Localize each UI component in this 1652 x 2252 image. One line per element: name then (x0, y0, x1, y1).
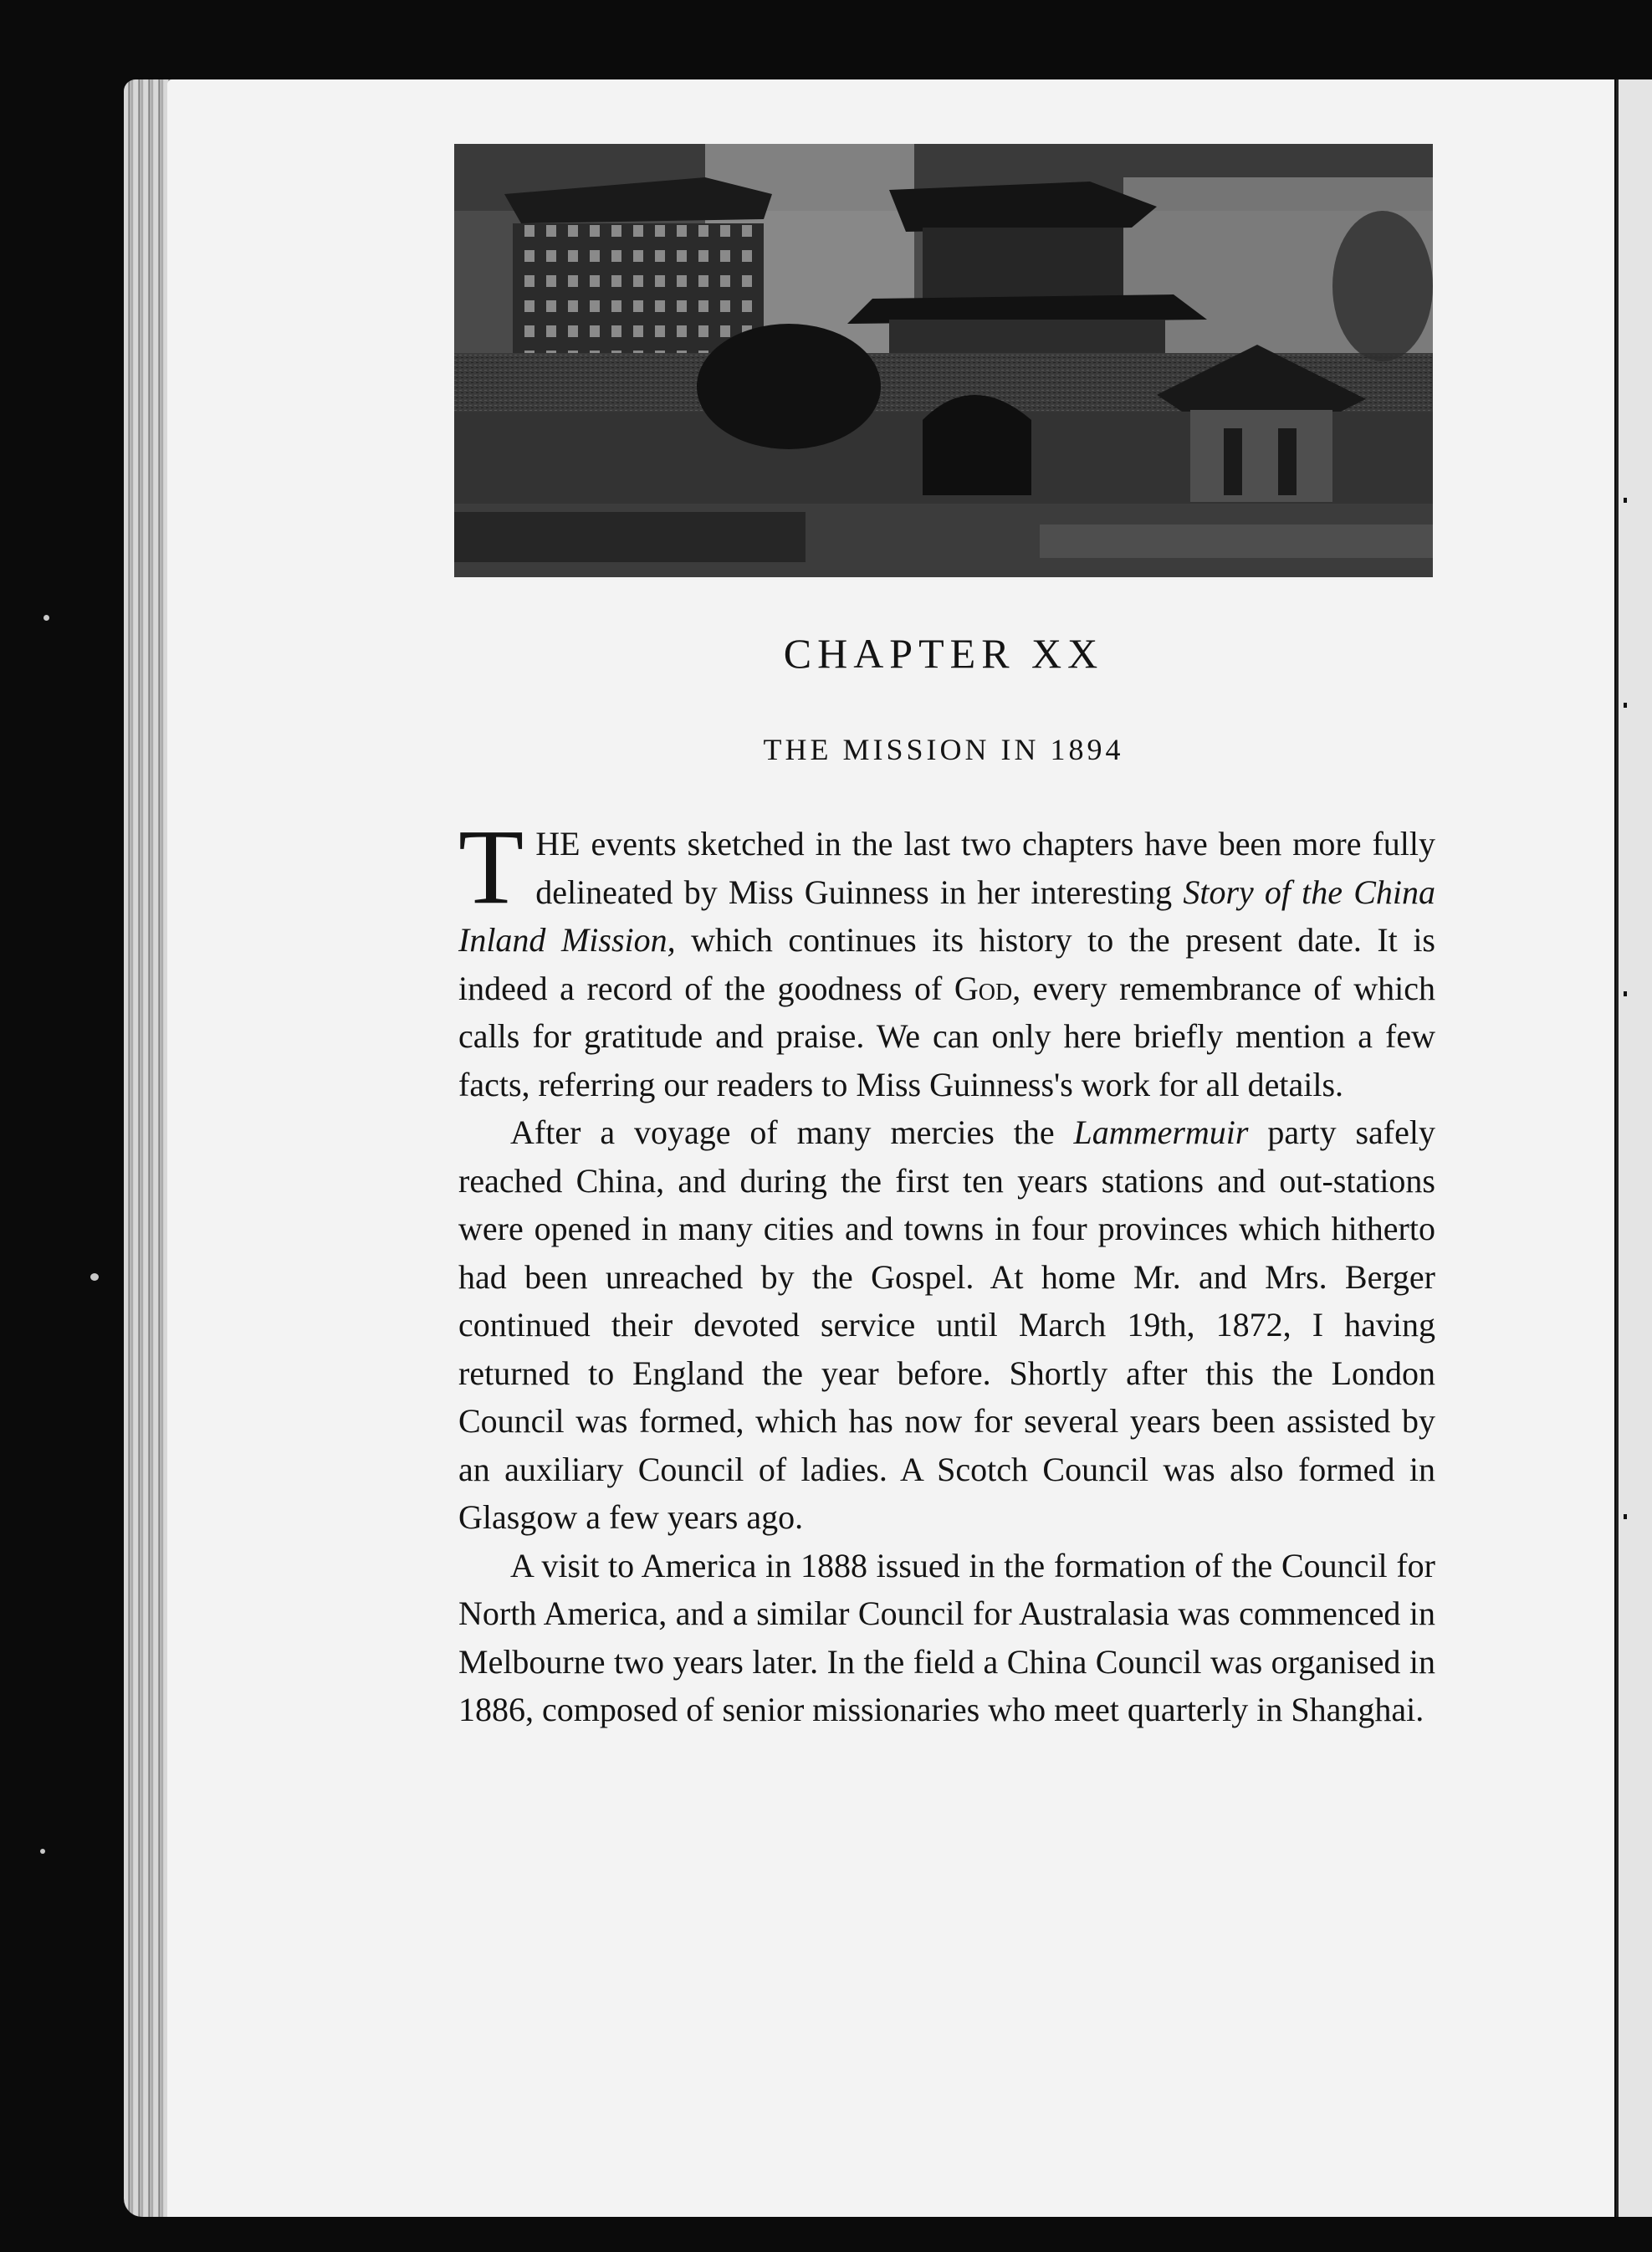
chapter-body (458, 807, 1435, 1734)
paragraph-text: events sketched in the last two chapters have been more fully delineated by Miss Guinness in her interesting (535, 825, 1435, 911)
paragraph (458, 807, 1435, 1108)
facing-page-edge (1616, 79, 1652, 2217)
engraved-gate-tower-illustration-icon (454, 144, 1433, 577)
margin-speck (43, 615, 49, 621)
margin-speck (90, 1273, 99, 1281)
chapter-subtitle: THE MISSION IN 1894 (763, 733, 1124, 766)
book-title: Story of the China Inland Mission, (458, 873, 1435, 959)
drop-cap: T (458, 807, 524, 926)
edge-tick (1624, 703, 1627, 708)
ship-name: Lammermuir (1073, 1113, 1249, 1151)
paragraph-text: which continues its history to the present date. It is indeed a record of the goodness of (458, 921, 1435, 1007)
paragraph-text: A visit to America in 1888 issued in the formation of the Council for North America, and a similar Council for Australasia was commenced in Melbourne two years later. In the field a China Council was organised in 1886, composed of senior missionaries who meet quarterly in Shanghai. (458, 1546, 1435, 1728)
edge-tick (1624, 991, 1627, 996)
paragraph (458, 1542, 1435, 1734)
paragraph (458, 1108, 1435, 1542)
paragraph-text: After a voyage of many mercies the (510, 1113, 1074, 1151)
paragraph-text: , every remembrance of which calls for gratitude and praise. We can only here briefly mention a few facts, referring our readers to Miss Guinness's work for all details. (458, 969, 1435, 1103)
small-caps-word: God (954, 969, 1013, 1007)
edge-tick (1624, 498, 1627, 503)
margin-speck (40, 1849, 45, 1854)
lead-in: HE (535, 825, 581, 862)
chapter-title: CHAPTER XX (783, 630, 1104, 677)
edge-tick (1624, 1514, 1627, 1519)
paragraph-text: party safely reached China, and during the first ten years stations and out-stations were opened in many cities and towns in four provinces which hitherto had been unreached by the Gospel. At home Mr. and Mrs. Berger continued their devoted service until March 19th, 1872, I having returned to England the year before. Shortly after this the London Council was formed, which has now for several years been assisted by an auxiliary Council of ladies. A Scotch Council was also formed in Glasgow a few years ago. (458, 1113, 1435, 1536)
